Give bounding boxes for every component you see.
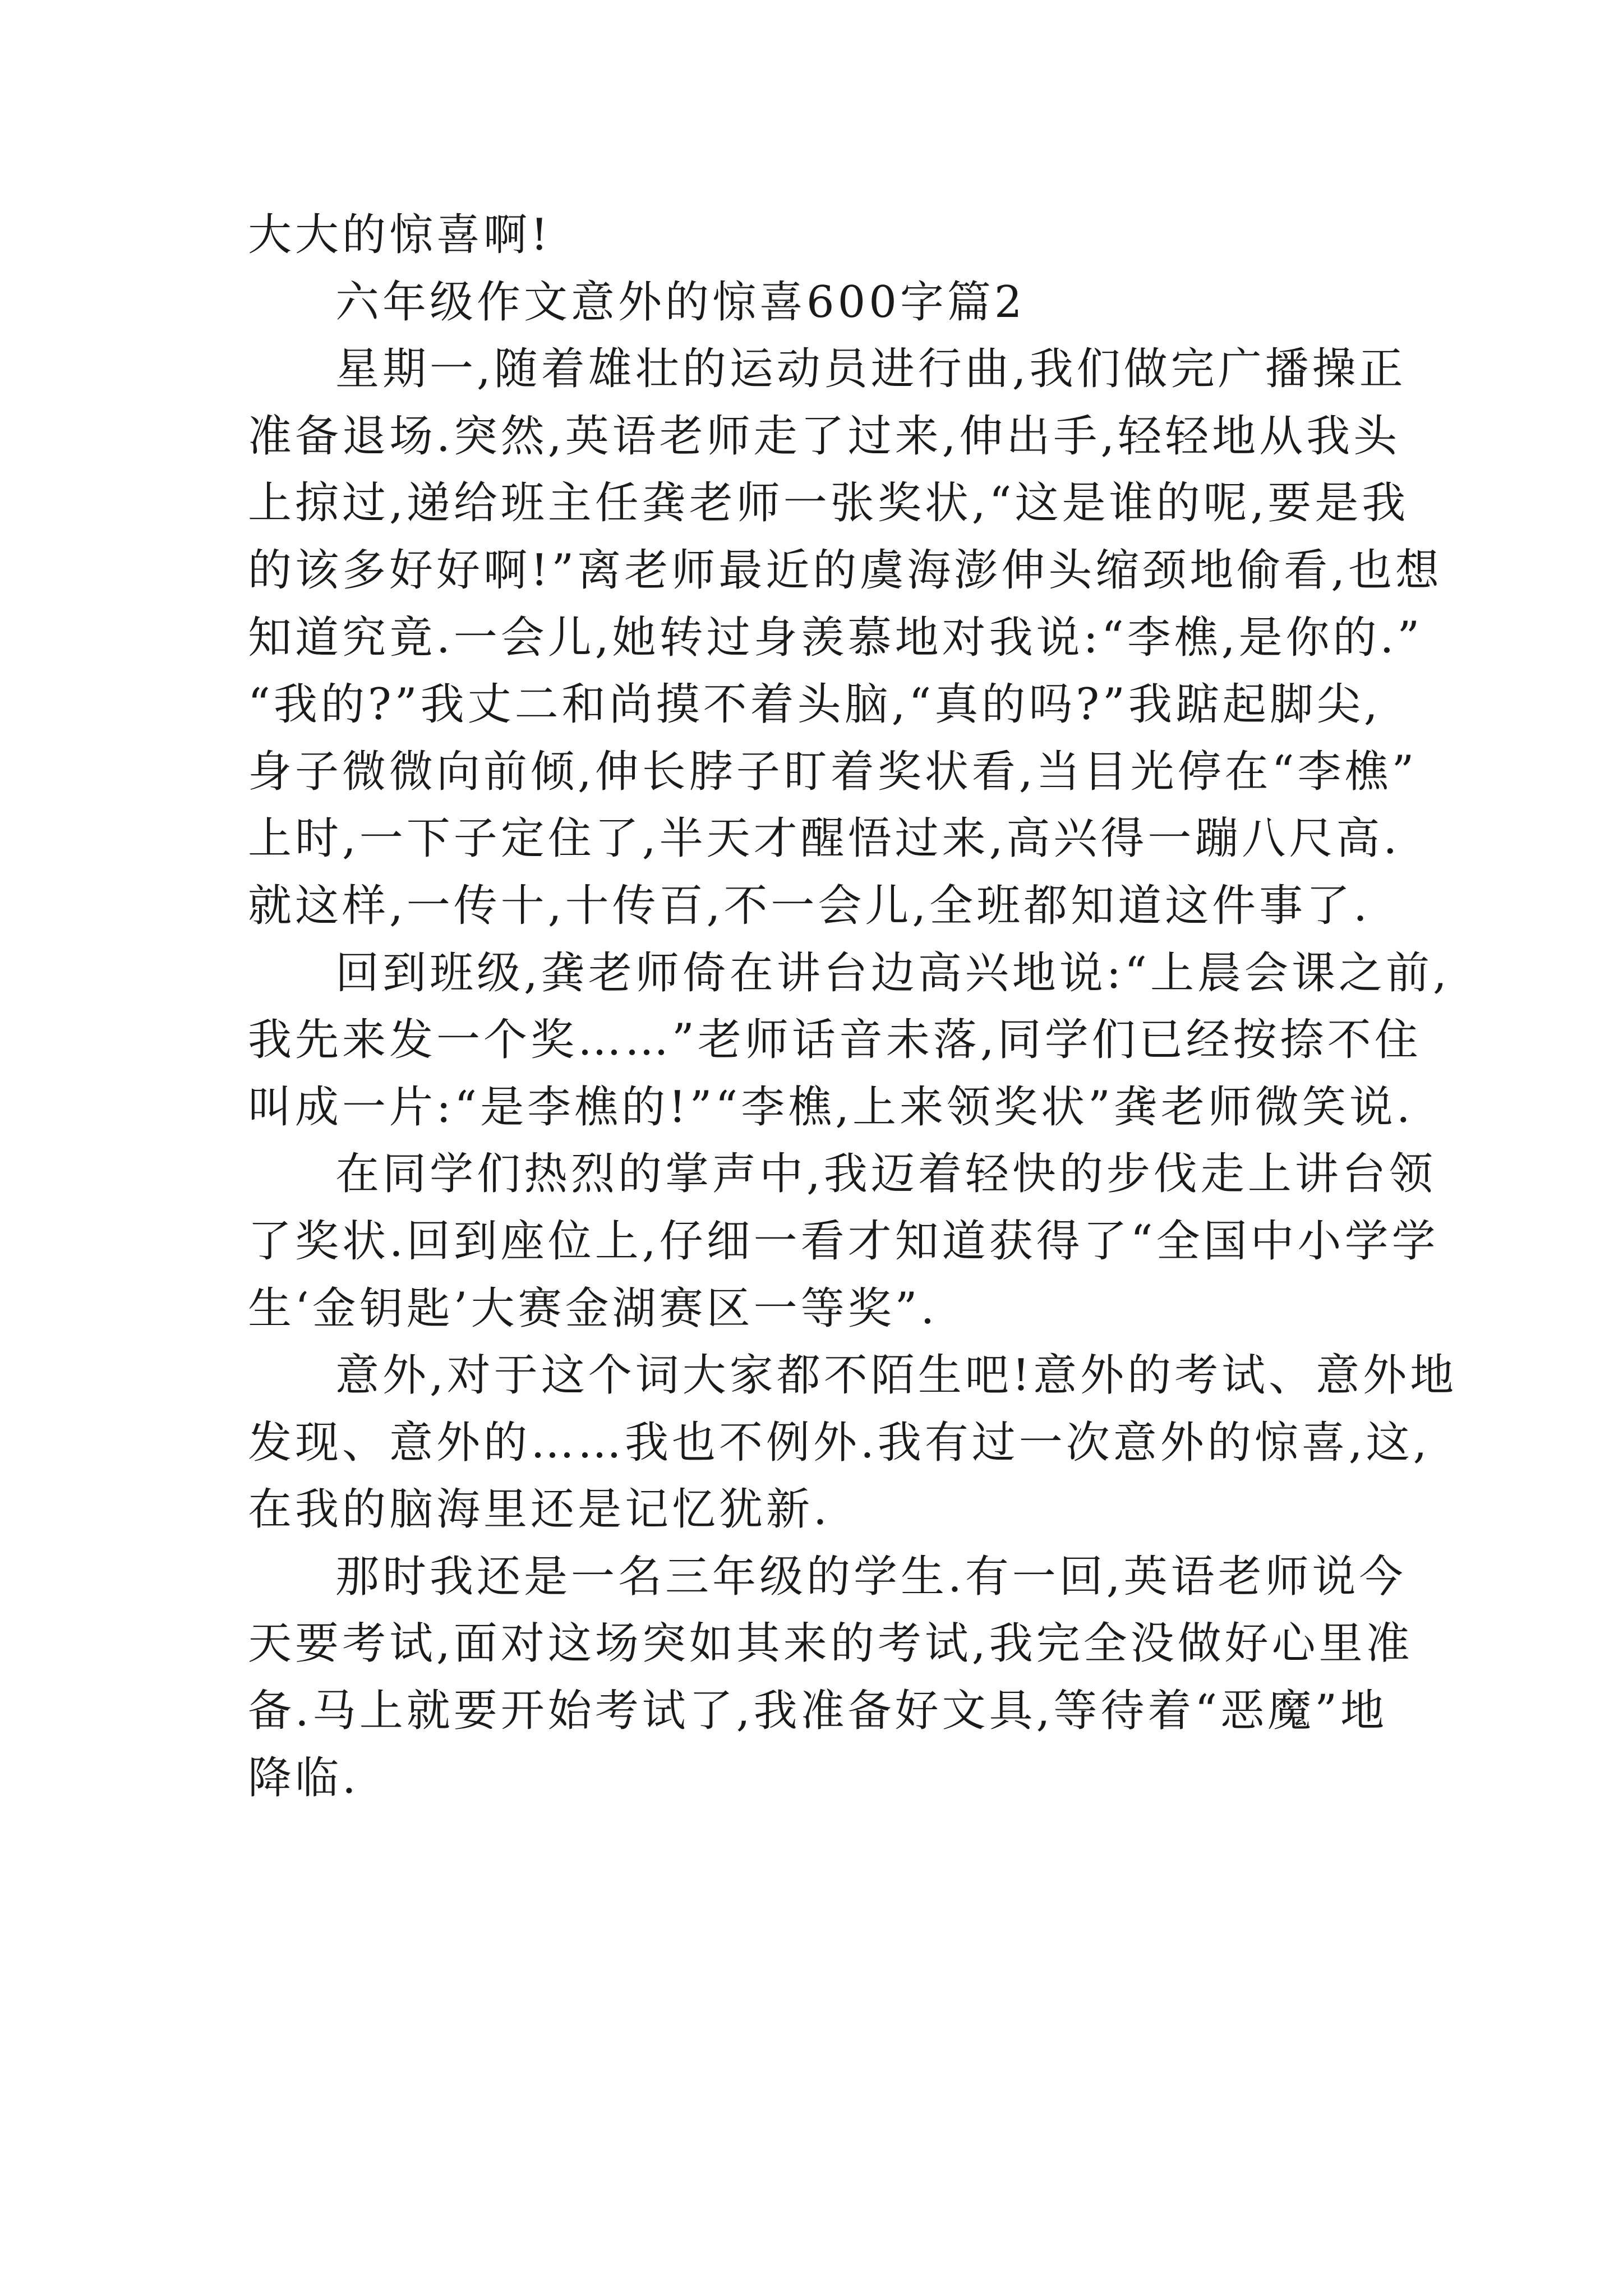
paragraph-start-line: 回到班级,龚老师倚在讲台边高兴地说:“上晨会课之前, (335, 947, 1450, 999)
text-line: 备.马上就要开始考试了,我准备好文具,等待着“恶魔”地 (248, 1686, 1388, 1737)
paragraph-start-line: 意外,对于这个词大家都不陌生吧!意外的考试、意外地 (335, 1350, 1458, 1401)
text-line: 就这样,一传十,十传百,不一会儿,全班都知道这件事了. (248, 880, 1371, 931)
paragraph-start-line: 星期一,随着雄壮的运动员进行曲,我们做完广播操正 (335, 344, 1407, 395)
text-line: 天要考试,面对这场突如其来的考试,我完全没做好心里准 (248, 1618, 1413, 1669)
text-line: “我的?”我丈二和尚摸不着头脑,“真的吗?”我踮起脚尖, (248, 679, 1381, 730)
text-line: 生‘金钥匙’大赛金湖赛区一等奖”. (248, 1283, 938, 1334)
text-line: 在我的脑海里还是记忆犹新. (248, 1484, 831, 1535)
essay-title: 六年级作文意外的惊喜600字篇2 (335, 277, 1026, 328)
text-line: 的该多好好啊!”离老师最近的虞海澎伸头缩颈地偷看,也想 (248, 545, 1443, 596)
text-line: 了奖状.回到座位上,仔细一看才知道获得了“全国中小学学 (248, 1216, 1439, 1267)
text-line: 降临. (248, 1752, 359, 1803)
text-line: 叫成一片:“是李樵的!”“李樵,上来领奖状”龚老师微笑说. (248, 1082, 1414, 1133)
paragraph-start-line: 在同学们热烈的掌声中,我迈着轻快的步伐走上讲台领 (335, 1149, 1436, 1200)
text-line: 发现、意外的……我也不例外.我有过一次意外的惊喜,这, (248, 1417, 1431, 1468)
text-line: 上时,一下子定住了,半天才醒悟过来,高兴得一蹦八尺高. (248, 813, 1401, 864)
text-line: 我先来发一个奖……”老师话音未落,同学们已经按捺不住 (248, 1015, 1422, 1066)
essay-text (248, 202, 1458, 1812)
text-line: 身子微微向前倾,伸长脖子盯着奖状看,当目光停在“李樵” (248, 746, 1418, 797)
text-line: 知道究竟.一会儿,她转过身羡慕地对我说:“李樵,是你的.” (248, 612, 1423, 663)
text-line: 准备退场.突然,英语老师走了过来,伸出手,轻轻地从我头 (248, 411, 1401, 462)
text-line: 上掠过,递给班主任龚老师一张奖状,“这是谁的呢,要是我 (248, 478, 1409, 529)
text-line: 大大的惊喜啊! (248, 210, 552, 260)
paragraph-start-line: 那时我还是一名三年级的学生.有一回,英语老师说今 (335, 1551, 1407, 1602)
